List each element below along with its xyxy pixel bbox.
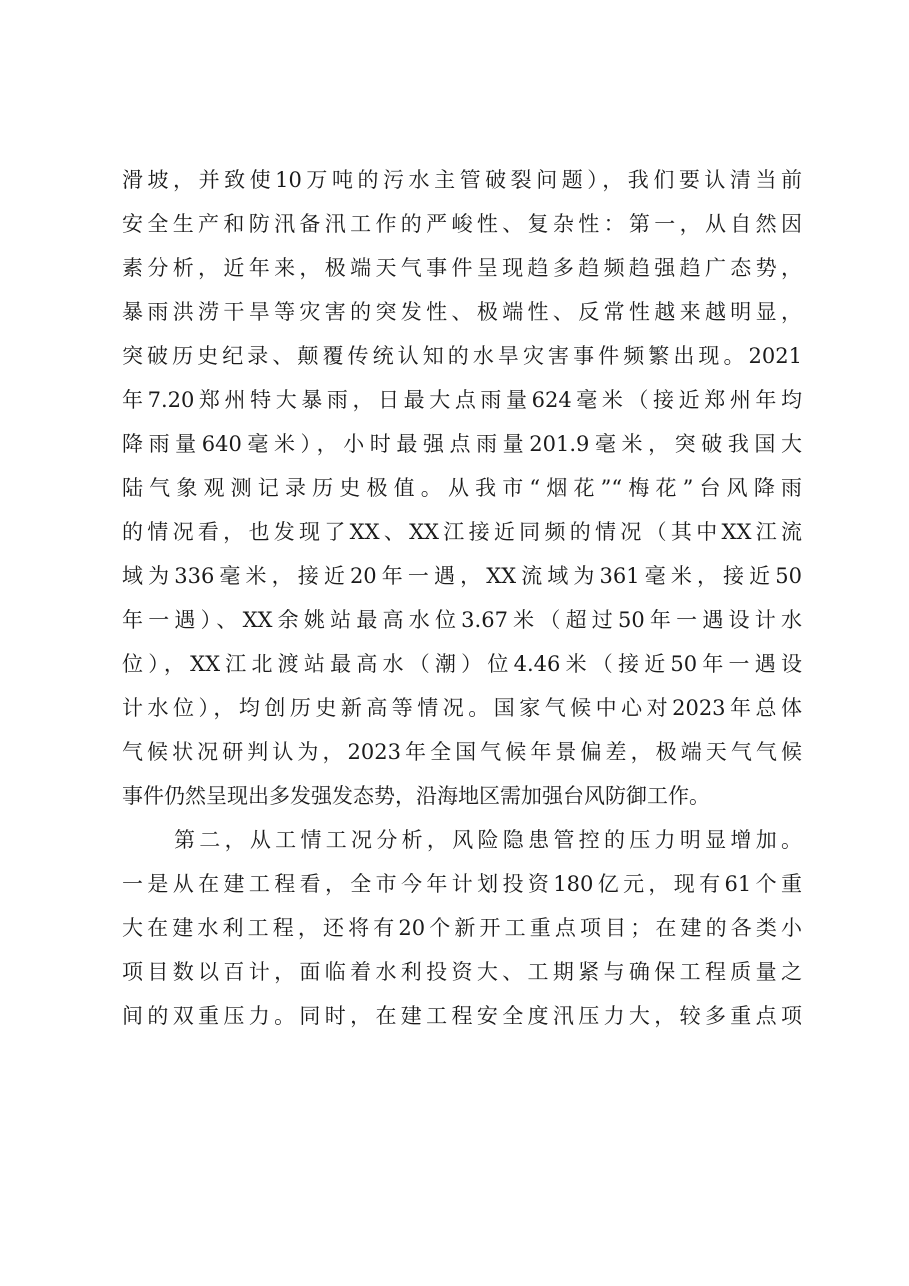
text-line: 间的双重压力。同时，在建工程安全度汛压力大，较多重点项	[122, 1004, 802, 1028]
paragraph-first-line: 第二，从工情工况分析，风险隐患管控的压力明显增加。	[174, 828, 802, 852]
text-line: 素分析，近年来，极端天气事件呈现趋多趋频趋强趋广态势，	[122, 256, 802, 280]
text-line: 计水位），均创历史新高等情况。国家气候中心对2023年总体	[122, 696, 802, 720]
text-line: 项目数以百计，面临着水利投资大、工期紧与确保工程质量之	[122, 960, 802, 984]
text-line: 气候状况研判认为，2023年全国气候年景偏差，极端天气气候	[122, 740, 802, 764]
body-text	[122, 158, 802, 1038]
text-line: 年一遇）、XX余姚站最高水位3.67米（超过50年一遇设计水	[122, 608, 802, 632]
text-line: 陆气象观测记录历史极值。从我市“烟花”“梅花”台风降雨	[122, 476, 802, 500]
text-line: 一是从在建工程看，全市今年计划投资180亿元，现有61个重	[122, 872, 802, 896]
text-line: 域为336毫米，接近20年一遇，XX流域为361毫米，接近50	[122, 564, 802, 588]
text-line: 年7.20郑州特大暴雨，日最大点雨量624毫米（接近郑州年均	[122, 388, 802, 412]
text-line: 暴雨洪涝干旱等灾害的突发性、极端性、反常性越来越明显，	[122, 300, 802, 324]
text-line: 事件仍然呈现出多发强发态势，沿海地区需加强台风防御工作。	[122, 784, 710, 808]
text-line: 安全生产和防汛备汛工作的严峻性、复杂性：第一，从自然因	[122, 212, 802, 236]
text-line: 降雨量640毫米），小时最强点雨量201.9毫米，突破我国大	[122, 432, 802, 456]
text-line: 滑坡，并致使10万吨的污水主管破裂问题），我们要认清当前	[122, 168, 802, 192]
text-line: 突破历史纪录、颠覆传统认知的水旱灾害事件频繁出现。2021	[122, 344, 802, 368]
text-line: 的情况看，也发现了XX、XX江接近同频的情况（其中XX江流	[122, 520, 802, 544]
text-line: 位），XX江北渡站最高水（潮）位4.46米（接近50年一遇设	[122, 652, 802, 676]
text-line: 大在建水利工程，还将有20个新开工重点项目；在建的各类小	[122, 916, 802, 940]
